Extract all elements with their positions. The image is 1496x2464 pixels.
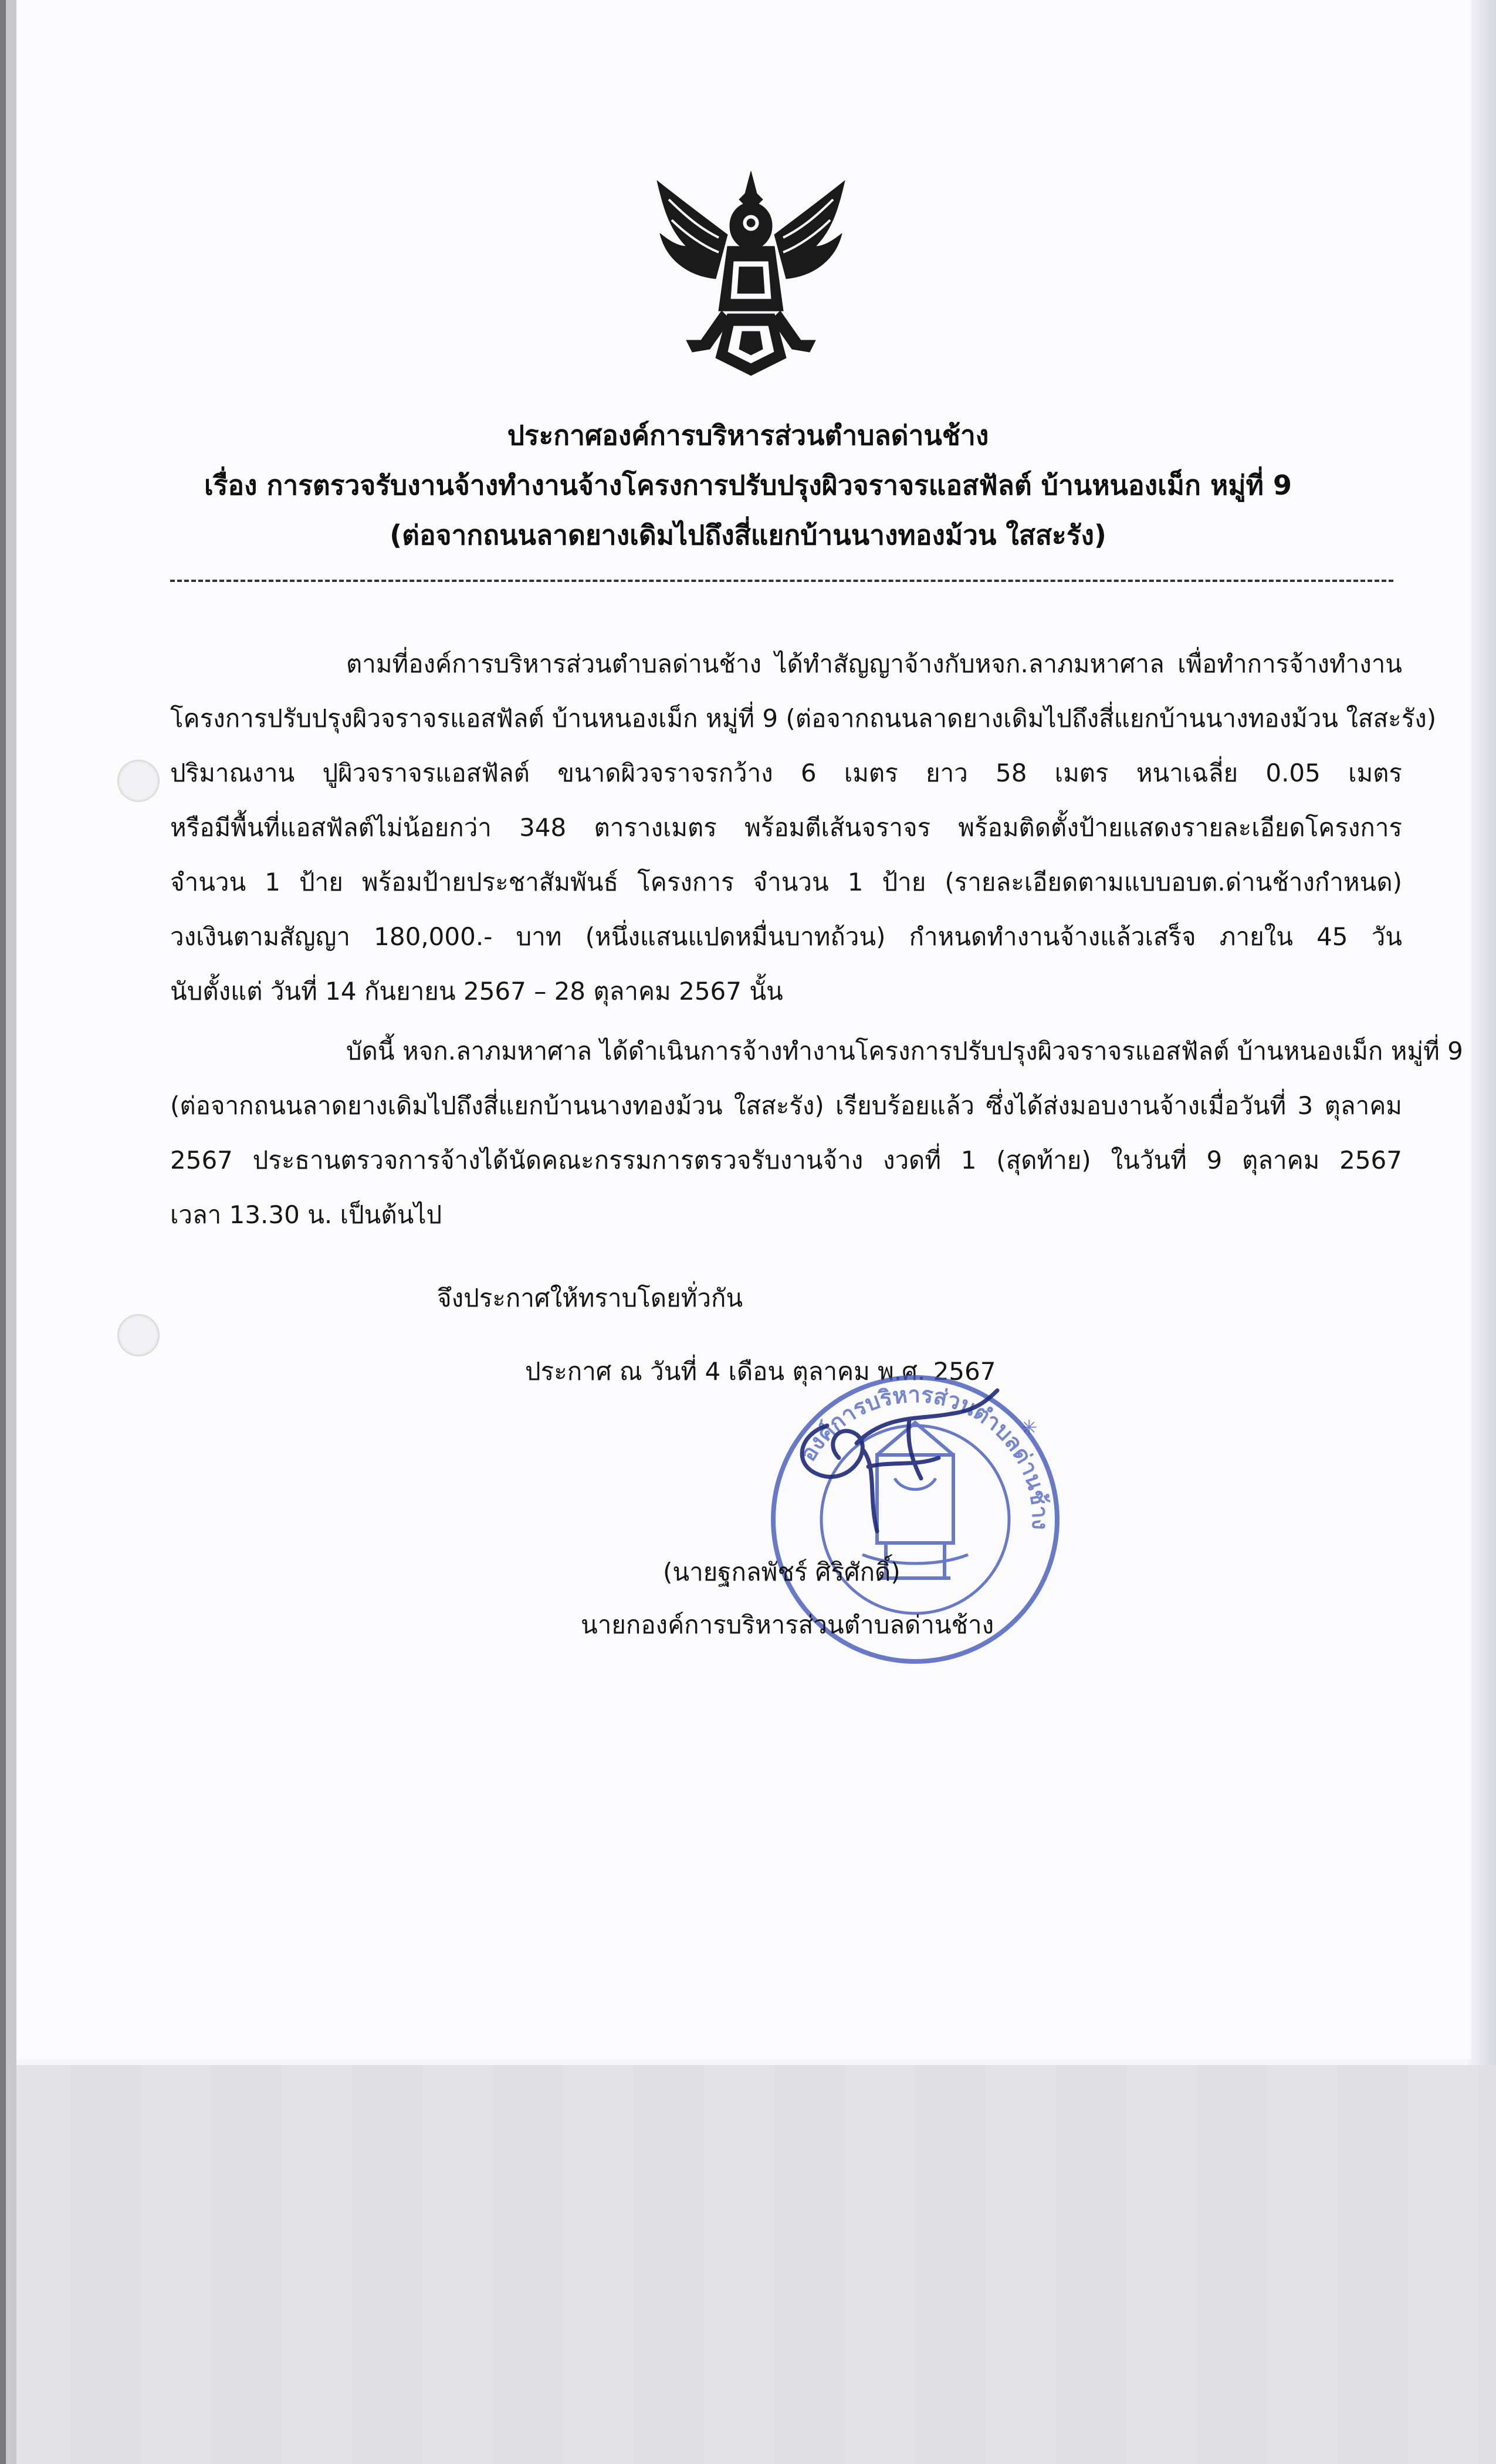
signer-name: (นายฐกลพัชร์ ศิริศักดิ์)	[663, 1558, 901, 1586]
paragraph-contract	[170, 637, 1437, 1018]
paragraph-line: ปริมาณงาน ปูผิวจราจรแอสฟัลต์ ขนาดผิวจราจรกว้าง 6 เมตร ยาว 58 เมตร หนาเฉลี่ย 0.05 เมตร	[170, 759, 1402, 787]
paragraph-line: เวลา 13.30 น. เป็นต้นไป	[170, 1200, 442, 1229]
signer-title: นายกองค์การบริหารส่วนตำบลด่านช้าง	[581, 1610, 994, 1639]
punch-hole-bottom	[117, 1314, 160, 1356]
paragraph-line: (ต่อจากถนนลาดยางเดิมไปถึงสี่แยกบ้านนางทองม้วน ใสสะรัง) เรียบร้อยแล้ว ซึ่งได้ส่งมอบงานจ้างเมื่อวันที่ 3 ตุลาคม	[170, 1091, 1402, 1120]
paragraph-line: จำนวน 1 ป้าย พร้อมป้ายประชาสัมพันธ์ โครงการ จำนวน 1 ป้าย (รายละเอียดตามแบบอบต.ด่านช้างกำหนด)	[170, 868, 1402, 896]
signature-icon	[774, 1379, 1021, 1555]
scan-border-shadow	[6, 0, 16, 2464]
paragraph-line: 2567 ประธานตรวจการจ้างได้นัดคณะกรรมการตรวจรับงานจ้าง งวดที่ 1 (สุดท้าย) ในวันที่ 9 ตุลาคม 2567	[170, 1146, 1402, 1175]
seal-text: องค์การบริหารส่วนตำบลด่านช้าง	[794, 1381, 1054, 1531]
garuda-emblem-icon	[645, 164, 857, 381]
paragraph-line: โครงการปรับปรุงผิวจราจรแอสฟัลต์ บ้านหนองเม็ก หมู่ที่ 9 (ต่อจากถนนลาดยางเดิมไปถึงสี่แยกบ้านนางทองม้วน ใสสะรัง)	[170, 704, 1437, 733]
dashed-divider	[170, 580, 1393, 582]
heading-issuer: ประกาศองค์การบริหารส่วนตำบลด่านช้าง	[507, 419, 989, 451]
paragraph-line: หรือมีพื้นที่แอสฟัลต์ไม่น้อยกว่า 348 ตารางเมตร พร้อมตีเส้นจราจร พร้อมติดตั้งป้ายแสดงรายละเอียดโครงการ	[170, 813, 1402, 842]
heading-subject: เรื่อง การตรวจรับงานจ้างทำงานจ้างโครงการปรับปรุงผิวจราจรแอสฟัลต์ บ้านหนองเม็ก หมู่ที่ 9	[204, 469, 1292, 501]
scanner-bed	[0, 2065, 1496, 2464]
punch-hole-top	[117, 760, 160, 802]
paragraph-line: นับตั้งแต่ วันที่ 14 กันยายน 2567 – 28 ตุลาคม 2567 นั้น	[170, 977, 783, 1006]
scan-border-left	[0, 0, 6, 2464]
paragraph-line: วงเงินตามสัญญา 180,000.- บาท (หนึ่งแสนแปดหมื่นบาทถ้วน) กำหนดทำงานจ้างแล้วเสร็จ ภายใน 45 วัน	[170, 922, 1402, 951]
date-line: ประกาศ ณ วันที่ 4 เดือน ตุลาคม พ.ศ. 2567	[525, 1357, 996, 1386]
paragraph-line: ตามที่องค์การบริหารส่วนตำบลด่านช้าง ได้ทำสัญญาจ้างกับหจก.ลาภมหาศาล เพื่อทำการจ้างทำงาน	[346, 649, 1402, 678]
announcement-closing: จึงประกาศให้ทราบโดยทั่วกัน	[437, 1284, 743, 1312]
paragraph-line: บัดนี้ หจก.ลาภมหาศาล ได้ดำเนินการจ้างทำงานโครงการปรับปรุงผิวจราจรแอสฟัลต์ บ้านหนองเม็ก หมู่ที่ 9	[346, 1037, 1463, 1065]
svg-text:✳: ✳	[1021, 1416, 1038, 1440]
paragraph-inspection	[170, 1024, 1463, 1242]
heading-subject-detail: (ต่อจากถนนลาดยางเดิมไปถึงสี่แยกบ้านนางทองม้วน ใสสะรัง)	[390, 519, 1106, 551]
